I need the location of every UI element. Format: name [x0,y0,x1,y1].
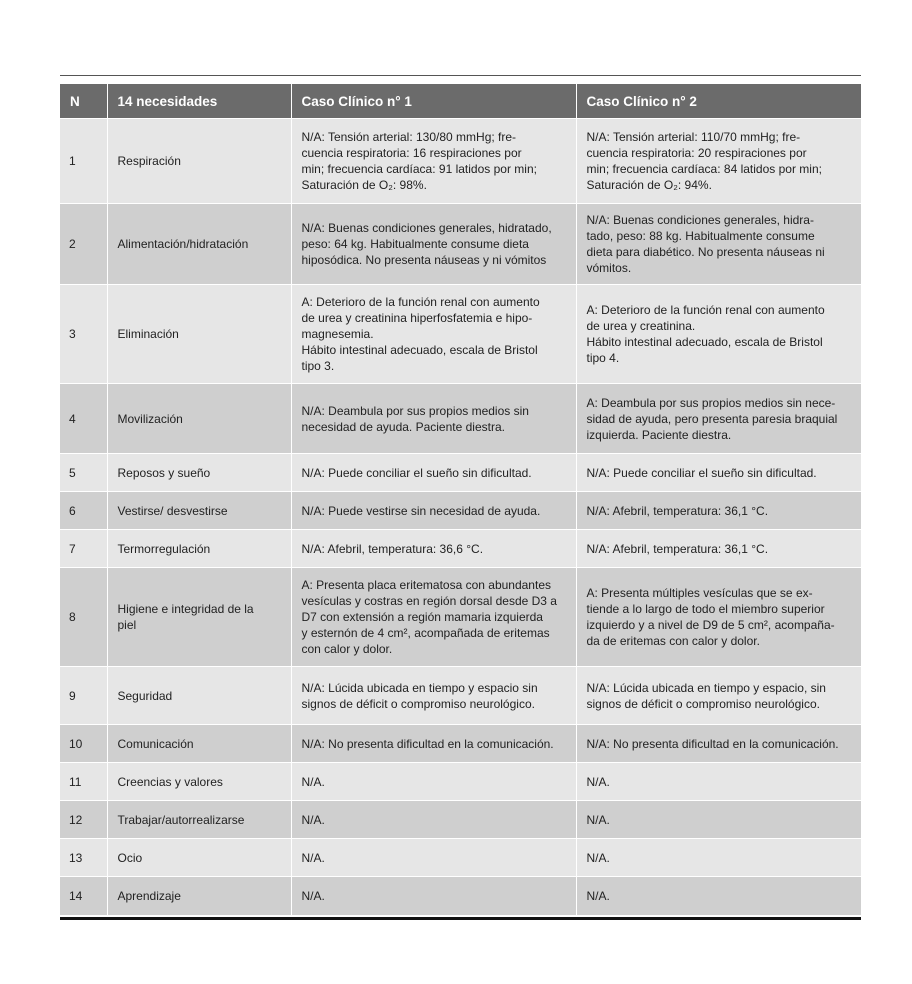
case2-cell: N/A: Tensión arterial: 110/70 mmHg; fre- cuencia respiratoria: 20 respiraciones por min; frecuencia cardíaca: 84 latidos por min; Saturación de O₂: 94%. [576,119,861,204]
row-number: 6 [60,492,107,530]
table-row [60,204,861,285]
table-header-row [60,84,861,119]
row-number: 1 [60,119,107,204]
need-name: Movilización [107,384,291,454]
case2-cell: N/A: Afebril, temperatura: 36,1 °C. [576,530,861,568]
case1-cell: N/A. [291,839,576,877]
header-case1: Caso Clínico n° 1 [291,84,576,119]
case2-cell: N/A: No presenta dificultad en la comunicación. [576,725,861,763]
case2-cell: N/A. [576,763,861,801]
row-number: 10 [60,725,107,763]
header-need: 14 necesidades [107,84,291,119]
header-case2: Caso Clínico n° 2 [576,84,861,119]
case1-cell: N/A: Afebril, temperatura: 36,6 °C. [291,530,576,568]
case1-cell: N/A: Puede vestirse sin necesidad de ayuda. [291,492,576,530]
row-number: 4 [60,384,107,454]
row-number: 7 [60,530,107,568]
table-row [60,725,861,763]
need-name: Aprendizaje [107,877,291,915]
need-name: Comunicación [107,725,291,763]
table-row [60,568,861,667]
need-name: Alimentación/hidratación [107,204,291,285]
case2-cell: A: Presenta múltiples vesículas que se ex- tiende a lo largo de todo el miembro superior izquierdo y a nivel de D9 de 5 cm², acompaña- da de eritemas con calor y dolor. [576,568,861,667]
case2-cell: N/A: Puede conciliar el sueño sin dificultad. [576,454,861,492]
table-row [60,492,861,530]
case2-cell: N/A. [576,877,861,915]
row-number: 5 [60,454,107,492]
need-name: Trabajar/autorrealizarse [107,801,291,839]
table-row [60,763,861,801]
row-number: 11 [60,763,107,801]
case1-cell: N/A. [291,801,576,839]
table-row [60,530,861,568]
case2-cell: N/A. [576,839,861,877]
need-name: Respiración [107,119,291,204]
case2-cell: A: Deterioro de la función renal con aumento de urea y creatinina. Hábito intestinal adecuado, escala de Bristol tipo 4. [576,285,861,384]
table-row [60,667,861,725]
table-row [60,384,861,454]
row-number: 9 [60,667,107,725]
needs-table [60,84,861,915]
case2-cell: N/A: Lúcida ubicada en tiempo y espacio, sin signos de déficit o compromiso neurológico. [576,667,861,725]
need-name: Vestirse/ desvestirse [107,492,291,530]
case2-cell: N/A: Afebril, temperatura: 36,1 °C. [576,492,861,530]
case1-cell: N/A: No presenta dificultad en la comunicación. [291,725,576,763]
need-name: Seguridad [107,667,291,725]
row-number: 14 [60,877,107,915]
need-name: Termorregulación [107,530,291,568]
row-number: 8 [60,568,107,667]
row-number: 12 [60,801,107,839]
need-name: Creencias y valores [107,763,291,801]
table-row [60,285,861,384]
row-number: 13 [60,839,107,877]
table-row [60,839,861,877]
case1-cell: N/A: Puede conciliar el sueño sin dificultad. [291,454,576,492]
case1-cell: N/A. [291,763,576,801]
table-row [60,801,861,839]
case2-cell: A: Deambula por sus propios medios sin nece- sidad de ayuda, pero presenta paresia braquial izquierda. Paciente diestra. [576,384,861,454]
need-name: Reposos y sueño [107,454,291,492]
case1-cell: N/A: Deambula por sus propios medios sin necesidad de ayuda. Paciente diestra. [291,384,576,454]
case1-cell: A: Deterioro de la función renal con aumento de urea y creatinina hiperfosfatemia e hipo- magnesemia. Hábito intestinal adecuado, escala de Bristol tipo 3. [291,285,576,384]
bottom-rule [60,917,861,920]
header-n: N [60,84,107,119]
case2-cell: N/A: Buenas condiciones generales, hidra- tado, peso: 88 kg. Habitualmente consume dieta para diabético. No presenta náuseas ni vómitos. [576,204,861,285]
case1-cell: N/A: Lúcida ubicada en tiempo y espacio sin signos de déficit o compromiso neurológico. [291,667,576,725]
need-name: Ocio [107,839,291,877]
row-number: 3 [60,285,107,384]
case2-cell: N/A. [576,801,861,839]
row-number: 2 [60,204,107,285]
need-name: Eliminación [107,285,291,384]
table-row [60,454,861,492]
case1-cell: A: Presenta placa eritematosa con abundantes vesículas y costras en región dorsal desde D3 a D7 con extensión a región mamaria izquierda y esternón de 4 cm², acompañada de eritemas con calor y dolor. [291,568,576,667]
case1-cell: N/A. [291,877,576,915]
case1-cell: N/A: Buenas condiciones generales, hidratado, peso: 64 kg. Habitualmente consume dieta hiposódica. No presenta náuseas y ni vómitos [291,204,576,285]
case1-cell: N/A: Tensión arterial: 130/80 mmHg; fre- cuencia respiratoria: 16 respiraciones por min; frecuencia cardíaca: 91 latidos por min; Saturación de O₂: 98%. [291,119,576,204]
table-row [60,877,861,915]
top-rule [60,75,861,76]
table-row [60,119,861,204]
need-name: Higiene e integridad de la piel [107,568,291,667]
